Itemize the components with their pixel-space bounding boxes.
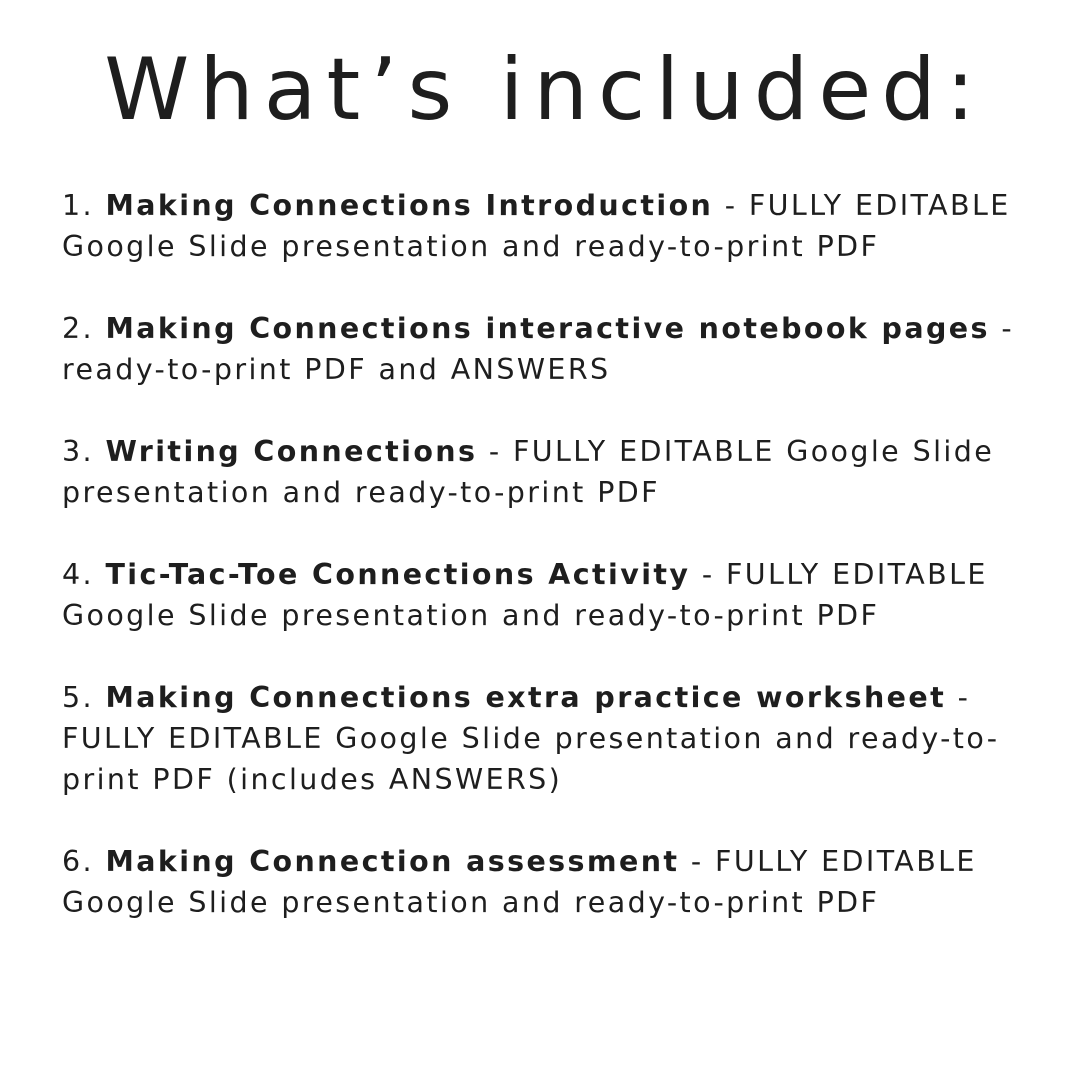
item-description: - FULLY EDITABLE Google Slide presentation and ready-to-print PDF [62,845,977,919]
item-description: - FULLY EDITABLE Google Slide presentation and ready-to-print PDF [62,189,1011,263]
list-item-4 [62,554,1032,636]
item-name: Tic-Tac-Toe Connections Activity [105,558,691,591]
item-number: 2. [62,312,94,345]
list-item-5 [62,677,1032,800]
list-item-3 [62,431,1032,513]
item-description: - FULLY EDITABLE Google Slide presentation and ready-to-print PDF [62,435,995,509]
included-list [62,185,1032,964]
item-name: Making Connection assessment [105,845,680,878]
item-number: 5. [62,681,94,714]
page-title: What’s included: [104,40,985,140]
item-name: Making Connections interactive notebook pages [105,312,990,345]
item-number: 4. [62,558,94,591]
item-number: 3. [62,435,94,468]
item-description: - FULLY EDITABLE Google Slide presentation and ready-to-print PDF [62,558,988,632]
item-name: Writing Connections [105,435,478,468]
item-description: - ready-to-print PDF and ANSWERS [62,312,1014,386]
item-number: 6. [62,845,94,878]
item-description: - FULLY EDITABLE Google Slide presentation and ready-to-print PDF (includes ANSWERS) [62,681,1000,796]
item-number: 1. [62,189,94,222]
list-item-1 [62,185,1032,267]
item-name: Making Connections extra practice worksheet [105,681,947,714]
list-item-6 [62,841,1032,923]
item-name: Making Connections Introduction [105,189,714,222]
list-item-2 [62,308,1032,390]
